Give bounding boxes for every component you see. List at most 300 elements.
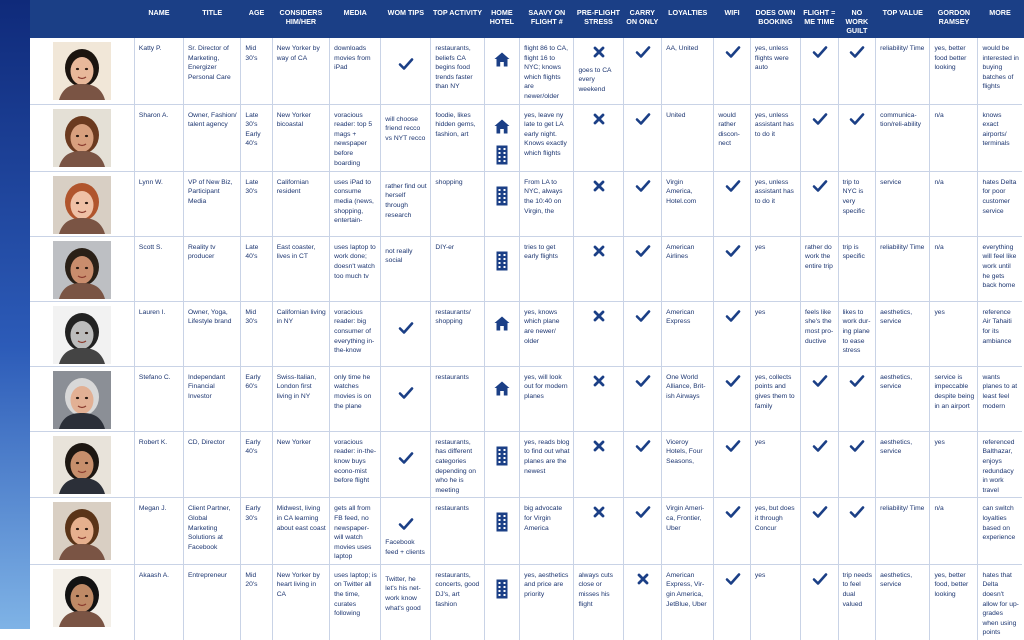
person-title: Client Partner, Global Marketing Solutions at Facebook <box>187 505 231 551</box>
considers-text: New Yorker by way of CA <box>276 45 320 62</box>
persona-table <box>30 0 1022 640</box>
check-icon <box>385 56 427 74</box>
house-icon <box>489 117 517 138</box>
gordon-cell <box>930 366 978 431</box>
wifi-cell <box>714 236 751 301</box>
more-text: can switch loyalties based on experience <box>982 505 1016 542</box>
activity-text: restaurants <box>435 373 469 381</box>
loyalties-text: AA, United <box>666 45 699 52</box>
gordon-text: n/a <box>934 111 944 119</box>
loyalties-text: United <box>666 111 686 119</box>
guilt-cell <box>838 564 876 640</box>
person-title: CD, Director <box>187 438 225 446</box>
table-row <box>30 38 1022 104</box>
stress-cell <box>574 38 623 104</box>
gordon-cell <box>930 104 978 171</box>
activity-text: restaurants, concerts, good DJ's, art fashion <box>435 571 480 608</box>
title-cell <box>183 564 240 640</box>
gordon-text: n/a <box>934 178 944 186</box>
booking-cell <box>750 431 800 498</box>
wom-text: Facebook feed + clients <box>385 538 425 556</box>
saavy-cell <box>520 38 574 104</box>
value-text: reliability/ Time <box>880 243 925 251</box>
more-cell <box>978 498 1022 565</box>
table-row <box>30 236 1022 301</box>
activity-text: foodie, likes hidden gems, fashion, art <box>435 111 476 138</box>
wom-text: Twitter, he let's his net-work know what's good <box>385 575 421 612</box>
wom-text: rather find out herself through research <box>385 182 427 219</box>
booking-cell <box>750 171 800 236</box>
metime-text: feels like she's the most pro-ductive <box>804 308 834 345</box>
value-cell <box>876 171 930 236</box>
check-icon <box>628 44 659 62</box>
loyalties-cell <box>662 236 714 301</box>
check-icon <box>718 308 747 326</box>
loyalties-text: Viceroy Hotels, Four Seasons, <box>666 438 703 465</box>
cross-icon <box>628 571 659 589</box>
person-age: Mid 20's <box>245 571 258 589</box>
age-cell <box>241 301 272 366</box>
wom-cell <box>381 498 431 565</box>
person-name: Scott S. <box>138 243 163 251</box>
check-icon <box>628 504 659 522</box>
age-cell <box>241 236 272 301</box>
media-cell <box>330 104 381 171</box>
photo-cell <box>30 301 134 366</box>
check-icon <box>805 178 835 196</box>
avatar <box>53 371 111 429</box>
wom-cell <box>381 564 431 640</box>
carry-cell <box>623 366 662 431</box>
person-title: Entrepreneur <box>187 571 228 579</box>
booking-text: yes, collects points and gives them to family <box>754 373 795 410</box>
gordon-cell <box>930 38 978 104</box>
wifi-cell <box>714 431 751 498</box>
header-name: NAME <box>134 0 183 38</box>
check-icon <box>385 320 427 338</box>
gordon-text: yes, better food better looking <box>934 45 967 72</box>
gordon-cell <box>930 498 978 565</box>
table-row <box>30 431 1022 498</box>
stress-cell <box>574 236 623 301</box>
age-cell <box>241 38 272 104</box>
person-age: Late 30's Early 40's <box>245 111 261 148</box>
more-cell <box>978 431 1022 498</box>
person-name: Stefano C. <box>138 373 171 381</box>
media-text: downloads movies from iPad <box>334 45 371 72</box>
name-cell <box>134 38 183 104</box>
value-cell <box>876 498 930 565</box>
hotel-cell <box>484 366 520 431</box>
booking-text: yes <box>754 243 766 251</box>
considers-text: Midwest, living in CA learning about east coast <box>276 505 326 532</box>
wifi-text: would rather discon-nect <box>718 111 740 148</box>
value-text: reliability/ Time <box>880 45 925 52</box>
saavy-cell <box>520 498 574 565</box>
cross-icon <box>578 44 619 62</box>
considers-text: New Yorker by heart living in CA <box>276 571 320 599</box>
stress-cell <box>574 301 623 366</box>
cross-icon <box>578 243 619 261</box>
title-cell <box>183 301 240 366</box>
saavy-text: big advocate for Virgin America <box>524 505 563 532</box>
activity-cell <box>431 564 484 640</box>
header-considers: CONSIDERS HIM/HER <box>272 0 329 38</box>
wom-cell <box>381 171 431 236</box>
hotel-cell <box>484 236 520 301</box>
value-cell <box>876 564 930 640</box>
check-icon <box>718 243 747 261</box>
saavy-cell <box>520 431 574 498</box>
metime-cell <box>800 498 838 565</box>
wom-cell <box>381 301 431 366</box>
check-icon <box>843 504 873 522</box>
cross-icon <box>578 438 619 456</box>
age-cell <box>241 104 272 171</box>
loyalties-text: American Express, Vir-gin America, JetBlue, Uber <box>666 571 707 608</box>
hotel-cell <box>484 431 520 498</box>
guilt-cell <box>838 104 876 171</box>
carry-cell <box>623 38 662 104</box>
carry-cell <box>623 171 662 236</box>
header-media: MEDIA <box>330 0 381 38</box>
saavy-cell <box>520 236 574 301</box>
header-loyalties: LOYALTIES <box>662 0 714 38</box>
gordon-text: n/a <box>934 243 944 251</box>
check-icon <box>805 438 835 456</box>
loyalties-cell <box>662 498 714 565</box>
hotel-cell <box>484 564 520 640</box>
check-icon <box>805 373 835 391</box>
header-title: TITLE <box>183 0 240 38</box>
media-cell <box>330 431 381 498</box>
name-cell <box>134 301 183 366</box>
check-icon <box>718 178 747 196</box>
activity-cell <box>431 171 484 236</box>
value-text: aesthetics, service <box>880 571 913 589</box>
photo-cell <box>30 171 134 236</box>
metime-cell <box>800 301 838 366</box>
booking-cell <box>750 104 800 171</box>
building-icon <box>489 143 517 169</box>
activity-cell <box>431 431 484 498</box>
check-icon <box>718 438 747 456</box>
more-cell <box>978 564 1022 640</box>
booking-cell <box>750 236 800 301</box>
building-icon <box>489 510 517 536</box>
considers-text: New Yorker bicoastal <box>276 111 311 129</box>
header-gordon-ramsey: GORDON RAMSEY <box>930 0 978 38</box>
hotel-cell <box>484 301 520 366</box>
person-age: Early 30's <box>245 505 261 522</box>
considers-cell <box>272 366 329 431</box>
more-text: reference Air Tahaiti for its ambiance <box>982 308 1012 345</box>
loyalties-cell <box>662 104 714 171</box>
person-age: Late 30's <box>245 178 259 196</box>
media-cell <box>330 301 381 366</box>
wifi-cell <box>714 498 751 565</box>
more-cell <box>978 366 1022 431</box>
age-cell <box>241 171 272 236</box>
considers-cell <box>272 301 329 366</box>
saavy-cell <box>520 564 574 640</box>
wifi-cell <box>714 104 751 171</box>
media-text: only time he watches movies is on the plane <box>334 373 372 410</box>
activity-cell <box>431 236 484 301</box>
considers-cell <box>272 498 329 565</box>
check-icon <box>718 571 747 589</box>
value-text: reliability/ Time <box>880 505 925 513</box>
booking-text: yes, unless flights were auto <box>754 45 789 72</box>
cross-icon <box>578 373 619 391</box>
gordon-cell <box>930 301 978 366</box>
media-text: voracious reader: top 5 mags + newspaper before boarding <box>334 111 373 167</box>
title-cell <box>183 366 240 431</box>
saavy-text: flight 86 to CA, flight 16 to NYC; knows which flights are newer/older <box>524 45 569 100</box>
gordon-text: n/a <box>934 505 944 513</box>
loyalties-text: One World Alliance, Brit-ish Airways <box>666 373 706 400</box>
booking-text: yes, unless assistant has to do it <box>754 178 794 205</box>
header-own-booking: DOES OWN BOOKING <box>750 0 800 38</box>
header-top-value: TOP VALUE <box>876 0 930 38</box>
cross-icon <box>578 178 619 196</box>
more-text: would be interested in buying batches of flights <box>982 45 1019 91</box>
check-icon <box>718 504 747 522</box>
carry-cell <box>623 498 662 565</box>
value-text: aesthetics, service <box>880 308 913 326</box>
wifi-cell <box>714 301 751 366</box>
header-top-activity: TOP ACTIVITY <box>431 0 484 38</box>
carry-cell <box>623 564 662 640</box>
name-cell <box>134 498 183 565</box>
more-text: knows exact airports/ terminals <box>982 111 1010 148</box>
person-name: Katty P. <box>138 45 162 52</box>
building-icon <box>489 444 517 470</box>
hotel-cell <box>484 171 520 236</box>
photo-cell <box>30 38 134 104</box>
wom-cell <box>381 431 431 498</box>
title-cell <box>183 498 240 565</box>
guilt-text: trip to NYC is very specific <box>842 178 865 215</box>
check-icon <box>718 373 747 391</box>
activity-text: shopping <box>435 178 463 186</box>
header-photo <box>30 0 134 38</box>
check-icon <box>385 516 427 534</box>
cross-icon <box>578 308 619 326</box>
header-wom-tips: WOM TIPS <box>381 0 431 38</box>
hotel-cell <box>484 104 520 171</box>
photo-cell <box>30 236 134 301</box>
age-cell <box>241 564 272 640</box>
check-icon <box>805 44 835 62</box>
stress-cell <box>574 366 623 431</box>
table-body <box>30 38 1022 640</box>
gordon-cell <box>930 171 978 236</box>
saavy-cell <box>520 301 574 366</box>
stress-cell <box>574 431 623 498</box>
more-cell <box>978 236 1022 301</box>
carry-cell <box>623 236 662 301</box>
title-cell <box>183 431 240 498</box>
metime-text: rather do work the entire trip <box>804 243 833 270</box>
guilt-cell <box>838 498 876 565</box>
table-row <box>30 171 1022 236</box>
hotel-cell <box>484 498 520 565</box>
guilt-text: trip is specific <box>842 243 865 261</box>
loyalties-cell <box>662 38 714 104</box>
metime-cell <box>800 171 838 236</box>
media-text: voracious reader: big consumer of everything in-the-know <box>334 308 375 355</box>
table-row <box>30 301 1022 366</box>
booking-text: yes <box>754 438 766 446</box>
person-age: Mid 30's <box>245 45 258 62</box>
header-row <box>30 0 1022 38</box>
booking-text: yes <box>754 571 766 579</box>
person-title: Owner, Fashion/ talent agency <box>187 111 237 129</box>
considers-cell <box>272 38 329 104</box>
person-age: Early 40's <box>245 438 261 456</box>
booking-text: yes, but does it through Concur <box>754 505 795 532</box>
avatar <box>53 42 111 100</box>
loyalties-text: American Express <box>666 308 695 326</box>
building-icon <box>489 577 517 603</box>
wom-cell <box>381 104 431 171</box>
header-work-guilt: NO WORK GUILT <box>838 0 876 38</box>
person-name: Sharon A. <box>138 111 169 119</box>
guilt-text: likes to work dur-ing plane to ease stress <box>842 308 871 355</box>
guilt-cell <box>838 38 876 104</box>
header-saavy: SAAVY ON FLIGHT # <box>520 0 574 38</box>
check-icon <box>628 373 659 391</box>
stress-cell <box>574 498 623 565</box>
person-name: Akaash A. <box>138 571 170 579</box>
person-title: Reality tv producer <box>187 243 216 261</box>
guilt-cell <box>838 301 876 366</box>
value-cell <box>876 104 930 171</box>
title-cell <box>183 236 240 301</box>
photo-cell <box>30 366 134 431</box>
booking-cell <box>750 564 800 640</box>
check-icon <box>805 504 835 522</box>
title-cell <box>183 104 240 171</box>
check-icon <box>843 373 873 391</box>
booking-cell <box>750 498 800 565</box>
person-name: Megan J. <box>138 505 167 513</box>
photo-cell <box>30 498 134 565</box>
avatar <box>53 306 111 364</box>
avatar <box>53 241 111 299</box>
saavy-text: yes, leave ny late to get LA early night. Knows exactly which flights <box>524 111 567 157</box>
stress-cell <box>574 171 623 236</box>
photo-cell <box>30 564 134 640</box>
activity-cell <box>431 301 484 366</box>
loyalties-text: Virgin America, Hotel.com <box>666 178 697 205</box>
saavy-text: yes, knows which plane are newer/ older <box>524 308 560 345</box>
saavy-text: tries to get early flights <box>524 243 558 261</box>
name-cell <box>134 104 183 171</box>
loyalties-cell <box>662 301 714 366</box>
header-carry-on: CARRY ON ONLY <box>623 0 662 38</box>
table-row <box>30 498 1022 565</box>
check-icon <box>805 571 835 589</box>
metime-cell <box>800 38 838 104</box>
loyalties-cell <box>662 171 714 236</box>
more-cell <box>978 301 1022 366</box>
gordon-text: yes <box>934 438 945 446</box>
more-text: everything will feel like work until he gets back home <box>982 243 1017 290</box>
stress-text: goes to CA every weekend <box>578 66 612 93</box>
booking-text: yes, unless assistant has to do it <box>754 111 794 138</box>
check-icon <box>628 243 659 261</box>
age-cell <box>241 366 272 431</box>
guilt-cell <box>838 236 876 301</box>
avatar <box>53 176 111 234</box>
more-cell <box>978 38 1022 104</box>
value-cell <box>876 236 930 301</box>
stress-cell <box>574 564 623 640</box>
loyalties-text: Virgin Ameri-ca, Frontier, Uber <box>666 505 705 532</box>
gordon-cell <box>930 431 978 498</box>
check-icon <box>843 44 873 62</box>
activity-text: restaurants, has different categories depending on who he is meeting <box>435 438 476 494</box>
age-cell <box>241 498 272 565</box>
guilt-cell <box>838 366 876 431</box>
gordon-text: yes, better food, better looking <box>934 571 969 599</box>
hotel-cell <box>484 38 520 104</box>
activity-cell <box>431 104 484 171</box>
considers-cell <box>272 431 329 498</box>
name-cell <box>134 236 183 301</box>
booking-text: yes <box>754 308 766 316</box>
value-cell <box>876 366 930 431</box>
header-more: MORE <box>978 0 1022 38</box>
loyalties-cell <box>662 366 714 431</box>
person-age: Early 60's <box>245 373 261 391</box>
value-cell <box>876 301 930 366</box>
check-icon <box>843 111 873 129</box>
more-text: referenced Balthazar, enjoys redundacy in work travel <box>982 438 1015 494</box>
avatar <box>53 502 111 560</box>
saavy-cell <box>520 104 574 171</box>
photo-cell <box>30 104 134 171</box>
person-title: VP of New Biz, Participant Media <box>187 178 233 205</box>
stress-cell <box>574 104 623 171</box>
check-icon <box>628 308 659 326</box>
check-icon <box>628 111 659 129</box>
media-cell <box>330 366 381 431</box>
wom-cell <box>381 38 431 104</box>
building-icon <box>489 184 517 210</box>
wifi-cell <box>714 171 751 236</box>
carry-cell <box>623 104 662 171</box>
considers-text: East coaster, lives in CT <box>276 243 316 261</box>
booking-cell <box>750 301 800 366</box>
activity-text: restaurants, beliefs CA begins food trends faster than NY <box>435 45 473 91</box>
activity-cell <box>431 498 484 565</box>
person-age: Mid 30's <box>245 308 258 326</box>
loyalties-cell <box>662 431 714 498</box>
guilt-cell <box>838 171 876 236</box>
considers-cell <box>272 236 329 301</box>
media-cell <box>330 171 381 236</box>
more-cell <box>978 104 1022 171</box>
value-text: aesthetics, service <box>880 438 913 456</box>
cross-icon <box>578 111 619 129</box>
check-icon <box>718 44 747 62</box>
saavy-text: yes, reads blog to find out what planes are the newest <box>524 438 570 475</box>
booking-cell <box>750 366 800 431</box>
age-cell <box>241 431 272 498</box>
